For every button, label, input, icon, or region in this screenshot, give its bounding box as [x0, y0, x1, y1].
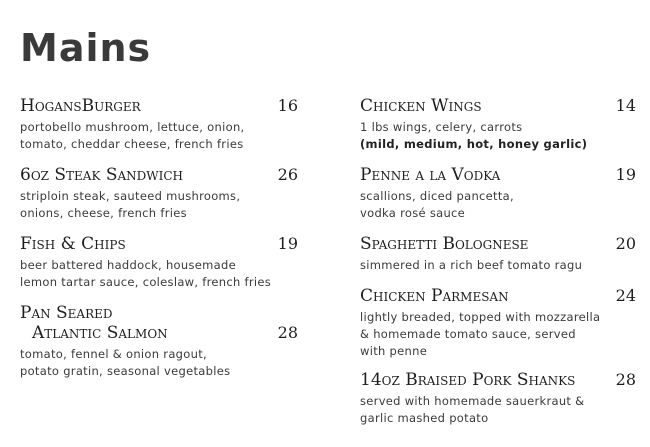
item-description: beer battered haddock, housemade lemon tartar sauce, coleslaw, french fries: [20, 258, 272, 289]
item-price: 14: [615, 96, 636, 115]
item-price: 28: [615, 370, 636, 389]
item-description: served with homemade sauerkraut & garlic mashed potato: [360, 394, 585, 425]
item-name: 6oz Steak Sandwich: [20, 165, 183, 185]
item-name: Spaghetti Bolognese: [360, 234, 529, 254]
sauce-options: (mild, medium, hot, honey garlic): [360, 137, 588, 151]
item-description: portobello mushroom, lettuce, onion, tomato, cheddar cheese, french fries: [20, 120, 245, 151]
item-name: Fish & Chips: [20, 234, 126, 254]
item-description: simmered in a rich beef tomato ragu: [360, 258, 583, 272]
item-description: lightly breaded, topped with mozzarella & homemade tomato sauce, served with penne: [360, 310, 601, 358]
item-price: 26: [277, 165, 298, 184]
menu-column-right: [360, 96, 636, 427]
item-description: tomato, fennel & onion ragout, potato gratin, seasonal vegetables: [20, 347, 231, 378]
item-price: 24: [615, 286, 636, 305]
menu-item: [360, 234, 636, 274]
item-price: 16: [277, 96, 298, 115]
item-description: striploin steak, sauteed mushrooms, onions, cheese, french fries: [20, 189, 241, 220]
item-name: 14oz Braised Pork Shanks: [360, 370, 576, 390]
menu-item: [360, 370, 636, 427]
menu-item: [20, 96, 298, 153]
item-price: 19: [615, 165, 636, 184]
menu-item: [360, 96, 636, 153]
menu-column-left: [20, 96, 298, 380]
item-name: Pan Seared Atlantic Salmon: [20, 303, 168, 343]
menu-item: [20, 303, 298, 380]
item-description: scallions, diced pancetta, vodka rosé sauce: [360, 189, 514, 220]
item-name: HogansBurger: [20, 96, 141, 116]
item-price: 19: [277, 234, 298, 253]
item-price: 28: [277, 323, 298, 342]
page-title: Mains: [20, 26, 152, 70]
item-description: 1 lbs wings, celery, carrots (mild, medium, hot, honey garlic): [360, 119, 636, 153]
item-price: 20: [615, 234, 636, 253]
menu-item: [20, 165, 298, 222]
item-name: Chicken Parmesan: [360, 286, 509, 306]
item-name: Chicken Wings: [360, 96, 482, 116]
menu-item: [360, 286, 636, 360]
menu-item: [20, 234, 298, 291]
menu-item: [360, 165, 636, 222]
item-name: Penne a la Vodka: [360, 165, 501, 185]
